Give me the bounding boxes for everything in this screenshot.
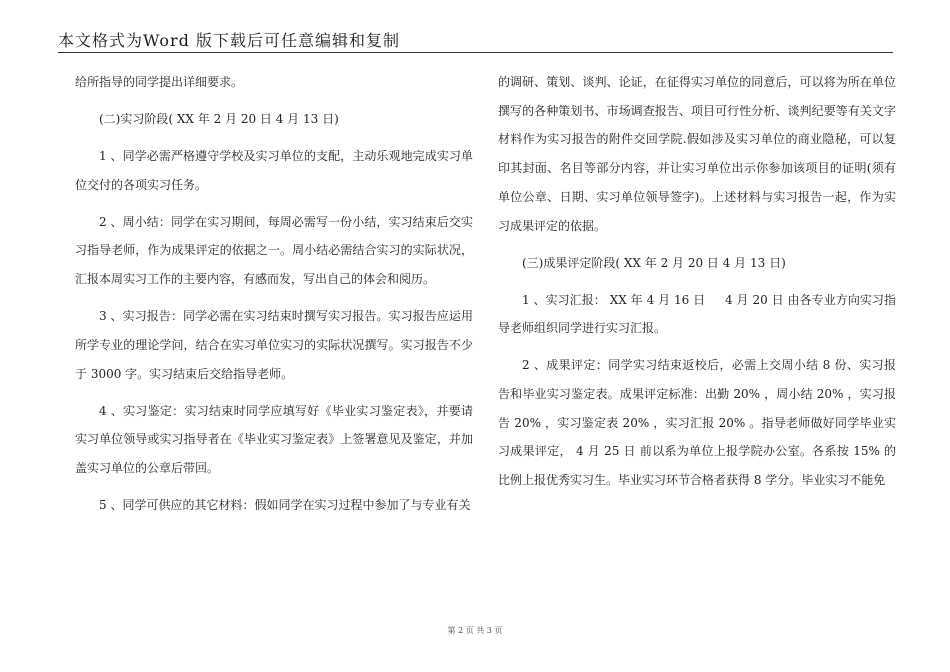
section-heading-internship-stage: (二)实习阶段( XX 年 2 月 20 日 4 月 13 日): [99, 112, 339, 126]
paragraph-item-5: 5 、同学可供应的其它材料：假如同学在实习过程中参加了与专业有关: [99, 497, 471, 512]
right-text-column: [498, 68, 896, 503]
paragraph-item-1: 1 、同学必需严格遵守学校及实习单位的支配，主动乐观地完成实习单位交付的各项实习任务。: [75, 149, 473, 192]
paragraph-continuation: 的调研、策划、谈判、论证，在征得实习单位的同意后，可以将为所在单位撰写的各种策划书、市场调查报告、项目可行性分析、谈判纪要等有关文字材料作为实习报告的附件交回学院.假如涉及实习单位的商业隐秘，可以复印其封面、名目等部分内容，并让实习单位出示你参加该项目的证明(须有单位公章、日期、实习单位领导签字)。上述材料与实习报告一起，作为实习成果评定的依据。: [498, 75, 896, 233]
paragraph-eval-item-1: 1 、实习汇报： XX 年 4 月 16 日 4 月 20 日 由各专业方向实习指导老师组织同学进行实习汇报。: [498, 292, 896, 336]
paragraph-continuation: 给所指导的同学提出详细要求。: [75, 75, 244, 89]
page-number: 第 2 页 共 3 页: [447, 626, 503, 635]
paragraph-eval-item-2: 2 、成果评定：同学实习结束返校后，必需上交周小结 8 份、实习报告和毕业实习鉴定表。成果评定标准：出勤 20% ，周小结 20% ，实习报告 20% ，实习鉴定表 20% ，实习汇报 20% 。指导老师做好同学毕业实习成果评定， 4 月 25 日 前以系为单位上报学院办公室。各系按 15% 的比例上报优秀实习生。毕业实习环节合格者获得 8 学分。毕业实习不能免: [498, 358, 896, 488]
paragraph-item-4: 4 、实习鉴定：实习结束时同学应填写好《毕业实习鉴定表》，并要请实习单位领导或实习指导者在《毕业实习鉴定表》上签署意见及鉴定，并加盖实习单位的公章后带回。: [75, 403, 473, 475]
header-divider: [58, 52, 893, 53]
section-heading-evaluation-stage: (三)成果评定阶段( XX 年 2 月 20 日 4 月 13 日): [522, 255, 786, 270]
left-text-column: [75, 68, 473, 528]
paragraph-item-3: 3 、实习报告：同学必需在实习结束时撰写实习报告。实习报告应运用所学专业的理论学问，结合在实习单位实习的实际状况撰写。实习报告不少于 3000 字。实习结束后交给指导老师。: [75, 309, 473, 381]
paragraph-item-2: 2 、周小结：同学在实习期间，每周必需写一份小结，实习结束后交实习指导老师，作为成果评定的依据之一。周小结必需结合实习的实际状况，汇报本周实习工作的主要内容，有感而发，写出自己的体会和阅历。: [75, 214, 473, 287]
document-header: 本文格式为Word 版下载后可任意编辑和复制: [58, 31, 400, 50]
